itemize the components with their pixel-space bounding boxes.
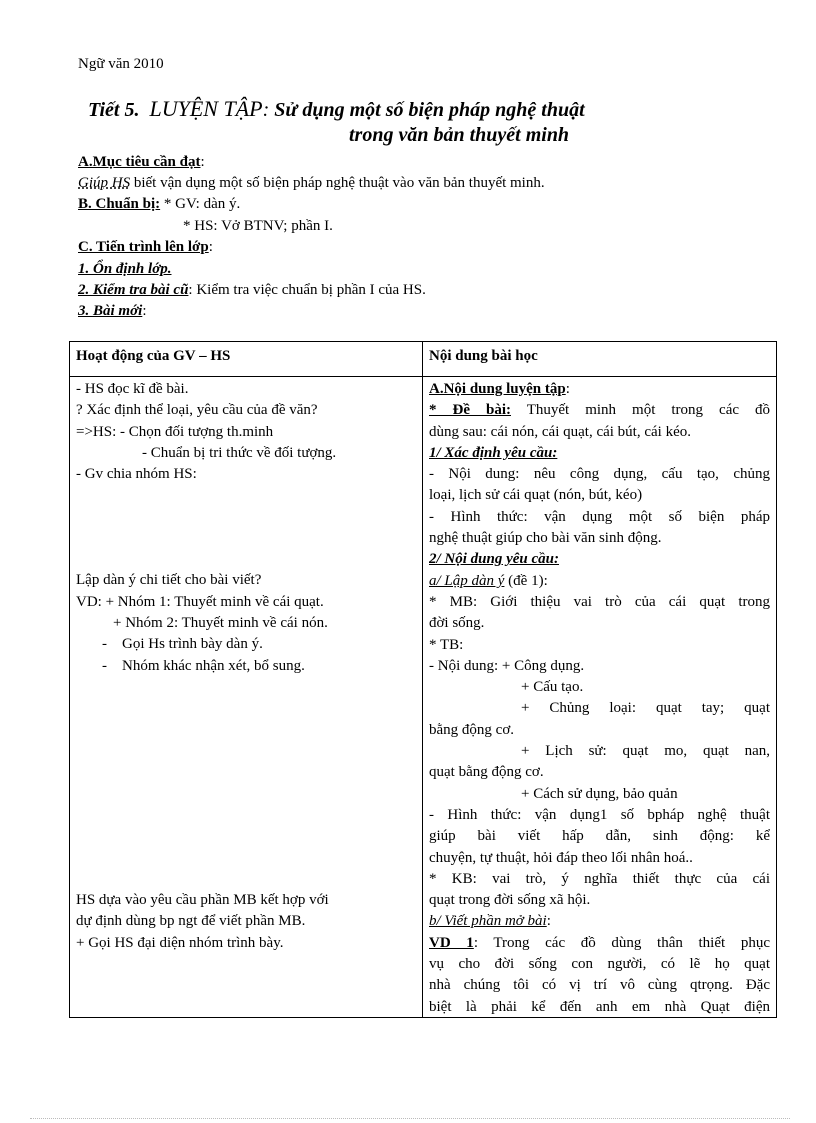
- procedure-line: C. Tiến trình lên lớp:: [78, 239, 213, 255]
- table-header-row: [70, 342, 777, 377]
- lesson-type: LUYỆN TẬP: [149, 96, 263, 121]
- activity-line: - HS đọc kĩ đề bài.: [76, 381, 189, 397]
- objective-line: A.Mục tiêu cần đạt:: [78, 154, 205, 170]
- content-subheading: b/ Viết phần mở bài:: [429, 913, 551, 930]
- step-2: 2. Kiểm tra bài cũ: Kiểm tra việc chuẩn bị phần I của HS.: [78, 282, 426, 298]
- content-subheading: 2/ Nội dung yêu cầu:: [429, 551, 560, 568]
- activity-line: - Nhóm khác nhận xét, bổ sung.: [102, 657, 305, 674]
- content-line: loại, lịch sử cái quạt (nón, bút, kéo): [429, 487, 643, 504]
- content-line: nhà chúng tôi có vị trí vô cùng qtrọng. Đặc: [429, 977, 770, 994]
- table-header-content: Nội dung bài học: [423, 342, 777, 377]
- content-line: * MB: Giới thiệu vai trò của cái quạt trong: [429, 593, 770, 610]
- activities-cell: [70, 377, 423, 1018]
- objective-heading: A.Mục tiêu cần đạt: [78, 154, 201, 170]
- content-cell: [423, 377, 777, 1018]
- lesson-topic: Sử dụng một số biện pháp nghệ thuật: [274, 99, 585, 121]
- content-line: bằng động cơ.: [429, 721, 514, 738]
- preparation-heading: B. Chuẩn bị:: [78, 196, 161, 212]
- content-heading: A.Nội dung luyện tập:: [429, 381, 570, 397]
- page-header: Ngữ văn 2010: [78, 56, 164, 72]
- content-line: VD 1: Trong các đồ dùng thân thiết phục: [429, 934, 770, 951]
- content-line: * KB: vai trò, ý nghĩa thiết thực của cái: [429, 870, 770, 887]
- activity-line: + Gọi HS đại diện nhóm trình bày.: [76, 934, 284, 951]
- objective-text: Giúp HS biết vận dụng một số biện pháp nghệ thuật vào văn bản thuyết minh.: [78, 175, 545, 191]
- content-line: * Đề bài: Thuyết minh một trong các đồ: [429, 402, 770, 419]
- lesson-number: Tiết 5.: [88, 99, 140, 121]
- content-line: + Lịch sử: quạt mo, quạt nan,: [521, 743, 770, 760]
- content-line: biệt là phải kể đến anh em nhà Quạt điện: [429, 998, 770, 1015]
- content-line: đời sống.: [429, 615, 485, 632]
- step-3: 3. Bài mới:: [78, 303, 147, 319]
- activity-line: - Chuẩn bị tri thức về đối tượng.: [142, 444, 337, 461]
- content-line: - Hình thức: vận dụng1 số bpháp nghệ thuật: [429, 806, 770, 823]
- preparation-hs: * HS: Vở BTNV; phần I.: [183, 218, 333, 234]
- table-header-activities: Hoạt động của GV – HS: [70, 342, 423, 377]
- page-bottom-divider: [30, 1118, 790, 1119]
- activity-line: Lập dàn ý chi tiết cho bài viết?: [76, 572, 262, 589]
- activity-line: - Gọi Hs trình bày dàn ý.: [102, 636, 263, 653]
- lesson-title-line-1: Tiết 5. LUYỆN TẬP: Sử dụng một số biện pháp nghệ thuật: [88, 96, 585, 121]
- activity-line: dự định dùng bp ngt để viết phần MB.: [76, 913, 306, 930]
- preparation-line: B. Chuẩn bị: * GV: dàn ý.: [78, 196, 241, 212]
- activity-line: ? Xác định thể loại, yêu cầu của đề văn?: [76, 402, 318, 419]
- content-line: dùng sau: cái nón, cái quạt, cái bút, cái kéo.: [429, 423, 691, 440]
- content-line: quạt bằng động cơ.: [429, 764, 544, 781]
- step-1: 1. Ổn định lớp.: [78, 261, 172, 277]
- content-line: nghệ thuật giúp cho bài văn sinh động.: [429, 530, 662, 547]
- content-line: vụ cho đời sống con người, có lẽ họ quạt: [429, 956, 770, 973]
- content-line: a/ Lập dàn ý (đề 1):: [429, 572, 548, 589]
- content-line: giúp bài viết hấp dẫn, sinh động: kể: [429, 828, 770, 845]
- content-line: * TB:: [429, 636, 464, 653]
- content-line: + Cách sử dụng, bảo quản: [521, 785, 678, 802]
- content-subheading: 1/ Xác định yêu cầu:: [429, 444, 558, 461]
- content-line: - Nội dung: + Công dụng.: [429, 657, 585, 674]
- content-line: chuyện, tự thuật, hỏi đáp theo lối nhân hoá..: [429, 849, 693, 866]
- content-line: quạt trong đời sống xã hội.: [429, 892, 591, 909]
- activity-line: - Gv chia nhóm HS:: [76, 466, 197, 483]
- procedure-heading: C. Tiến trình lên lớp: [78, 239, 209, 255]
- content-line: - Hình thức: vận dụng một số biện pháp: [429, 508, 770, 525]
- activity-line: HS dựa vào yêu cầu phần MB kết hợp với: [76, 891, 329, 908]
- content-line: + Chủng loại: quạt tay; quạt: [521, 700, 770, 717]
- activity-line: + Nhóm 2: Thuyết minh về cái nón.: [113, 615, 328, 632]
- lesson-table: [69, 341, 777, 1018]
- table-body-row: [70, 377, 777, 1018]
- content-line: - Nội dung: nêu công dụng, cấu tạo, chủng: [429, 466, 770, 483]
- activity-line: =>HS: - Chọn đối tượng th.minh: [76, 423, 274, 440]
- content-line: + Cấu tạo.: [521, 679, 584, 696]
- lesson-title-line-2: trong văn bản thuyết minh: [349, 124, 570, 146]
- activity-line: VD: + Nhóm 1: Thuyết minh về cái quạt.: [76, 593, 324, 610]
